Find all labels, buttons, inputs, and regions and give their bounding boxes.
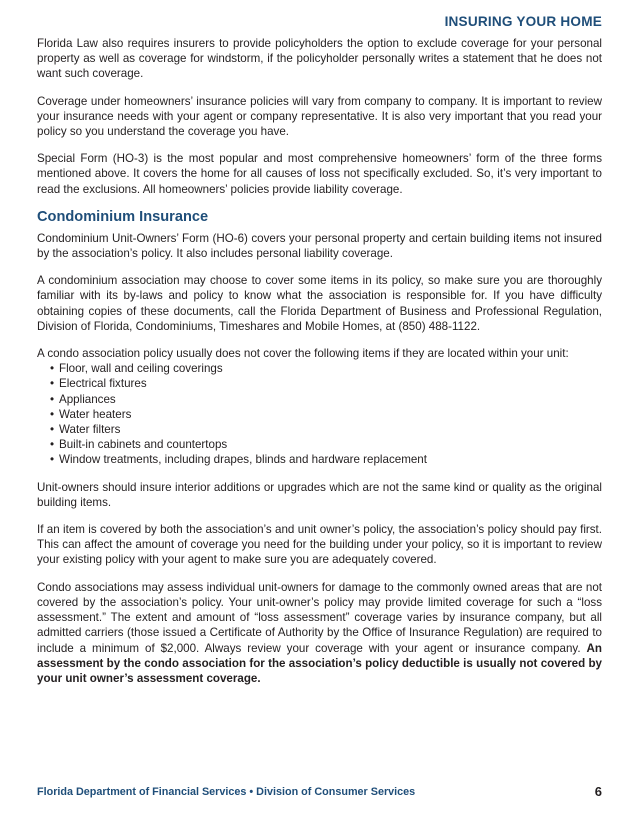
intro-paragraph: Florida Law also requires insurers to provide policyholders the option to exclude coverage for your personal property as well as coverage for windstorm, if the policyholder personally writes a statement that he does not want such coverage. bbox=[37, 37, 602, 81]
bullet-icon: • bbox=[50, 392, 55, 406]
intro-paragraph: Special Form (HO-3) is the most popular and most comprehensive homeowners’ form of the three forms mentioned above. It covers the home for all causes of loss not specifically excluded. So, it’s very important to read the exclusions. All homeowners’ policies provide liability coverage. bbox=[37, 152, 602, 196]
intro-paragraph: Coverage under homeowners’ insurance policies will vary from company to company. It is important to review your insurance needs with your agent or company representative. It is also very important that you read your policy so you understand the coverage you have. bbox=[37, 94, 602, 139]
bullet-icon: • bbox=[50, 407, 55, 421]
bullet-icon: • bbox=[50, 423, 55, 437]
list-item: • Water filters bbox=[50, 423, 121, 437]
section-heading: Condominium Insurance bbox=[37, 208, 209, 225]
section-paragraph: A condominium association may choose to cover some items in its policy, so make sure you are thoroughly familiar with its by-laws and policy to know what the association is responsible for. If you have difficulty obtaining copies of these documents, call the Florida Department of Business and Professional Regulation, Division of Florida, Condominiums, Timeshares and Mobile Homes, at (850) 488-1122. bbox=[37, 274, 602, 333]
list-item: • Electrical fixtures bbox=[50, 377, 147, 391]
list-item: • Window treatments, including drapes, blinds and hardware replacement bbox=[50, 453, 427, 467]
bullet-icon: • bbox=[50, 362, 55, 376]
section-paragraph: Condominium Unit-Owners’ Form (HO-6) covers your personal property and certain building items not insured by the association’s policy. It also includes personal liability coverage. bbox=[37, 231, 602, 261]
page-body bbox=[37, 14, 602, 698]
section-paragraph: Unit-owners should insure interior additions or upgrades which are not the same kind or quality as the original building items. bbox=[37, 480, 602, 509]
uncovered-items-list bbox=[37, 361, 602, 467]
section-paragraph: If an item is covered by both the association’s and unit owner’s policy, the association’s policy should pay first. This can affect the amount of coverage you need for the building under your policy, so it is important to review your existing policy with your agent to make sure you are adequately covered. bbox=[37, 523, 602, 567]
list-item: • Floor, wall and ceiling coverings bbox=[50, 362, 223, 376]
section-paragraph: Condo associations may assess individual unit-owners for damage to the commonly owned areas that are not covered by the association’s policy. Your unit-owner’s policy may provide limited coverage for such a “loss assessment.” The extent and amount of “loss assessment” coverage varies by insurance company, but all admitted carriers (those issued a Certificate of Authority by the Office of Insurance Regulation) are required to include a minimum of $2,000. Always review your coverage with your agent or insurance company. An assessment by the condo association for the association’s policy deductible is usually not covered by your unit owner’s assessment coverage. bbox=[37, 580, 602, 685]
list-item: • Built-in cabinets and countertops bbox=[50, 438, 228, 452]
emphasis-text: An assessment by the condo association for the association’s policy deductible is usually not covered by your unit owner’s assessment coverage. bbox=[37, 641, 602, 685]
list-item: • Appliances bbox=[50, 392, 116, 406]
bullet-icon: • bbox=[50, 453, 55, 467]
list-item: • Water heaters bbox=[50, 407, 132, 421]
footer-text: Florida Department of Financial Services • Division of Consumer Services bbox=[37, 786, 416, 798]
bullet-icon: • bbox=[50, 438, 55, 452]
page-number: 6 bbox=[594, 784, 602, 799]
section-paragraph: A condo association policy usually does not cover the following items if they are located within your unit: bbox=[37, 347, 569, 361]
page-footer bbox=[37, 786, 602, 798]
page-header-title: INSURING YOUR HOME bbox=[444, 14, 602, 29]
bullet-icon: • bbox=[50, 377, 55, 391]
